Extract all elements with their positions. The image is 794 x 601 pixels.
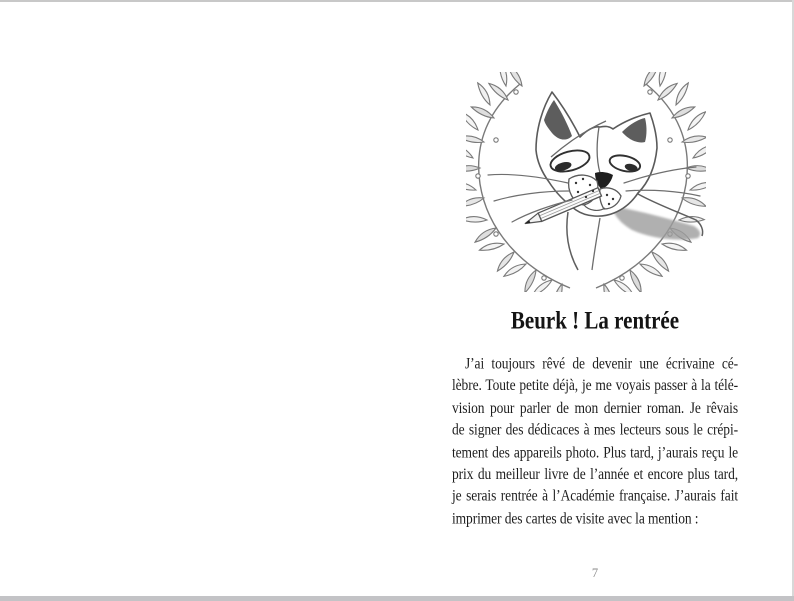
paragraph-line: vision pour parler de mon dernier roman. Je rêvais (452, 398, 738, 417)
paragraph-line: J’ai toujours rêvé de devenir une écrivaine cé- (465, 354, 738, 373)
cat-with-pencil-laurel-wreath-illustration (466, 72, 706, 292)
page-number: 7 (591, 566, 599, 580)
left-page-blank (0, 2, 397, 596)
paragraph-line: imprimer des cartes de visite avec la mention : (452, 508, 699, 527)
paragraph-line: lèbre. Toute petite déjà, je me voyais passer à la télé- (452, 376, 738, 395)
paragraph-line: tement des appareils photo. Plus tard, j’aurais reçu le (452, 442, 738, 461)
paragraph-line: de signer des dédicaces à mes lecteurs sous le crépi- (452, 420, 738, 439)
chapter-ornament-icon (466, 72, 706, 292)
window-bottom-edge (0, 596, 794, 601)
chapter-title: Beurk ! La rentrée (510, 305, 680, 335)
paragraph-line: je serais rentrée à l’Académie française. J’aurais fait (452, 486, 738, 505)
paragraph-line: prix du meilleur livre de l’année et encore plus tard, (452, 464, 738, 483)
body-paragraph (452, 353, 738, 530)
